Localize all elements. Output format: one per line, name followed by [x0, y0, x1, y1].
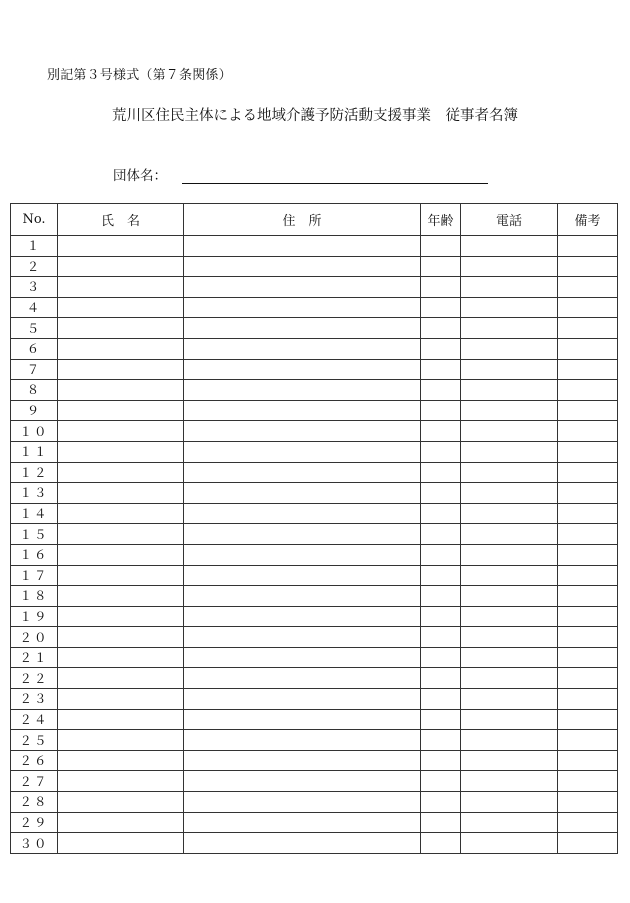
name-cell[interactable]	[58, 318, 184, 339]
remarks-cell[interactable]	[558, 544, 618, 565]
remarks-cell[interactable]	[558, 750, 618, 771]
column-header-age: 年齢	[421, 204, 461, 236]
address-cell[interactable]	[184, 338, 421, 359]
organization-name-label: 団体名：	[113, 168, 167, 184]
row-number-cell: １４	[11, 503, 58, 524]
name-cell[interactable]	[58, 750, 184, 771]
age-cell[interactable]	[421, 565, 461, 586]
address-cell[interactable]	[184, 400, 421, 421]
remarks-cell[interactable]	[558, 359, 618, 380]
phone-cell[interactable]	[461, 565, 558, 586]
age-cell[interactable]	[421, 606, 461, 627]
address-cell[interactable]	[184, 750, 421, 771]
row-number-cell: ３０	[11, 833, 58, 854]
phone-cell[interactable]	[461, 833, 558, 854]
table-row	[11, 647, 618, 668]
address-cell[interactable]	[184, 668, 421, 689]
name-cell[interactable]	[58, 503, 184, 524]
age-cell[interactable]	[421, 256, 461, 277]
address-cell[interactable]	[184, 359, 421, 380]
phone-cell[interactable]	[461, 606, 558, 627]
remarks-cell[interactable]	[558, 833, 618, 854]
name-cell[interactable]	[58, 380, 184, 401]
age-cell[interactable]	[421, 483, 461, 504]
phone-cell[interactable]	[461, 544, 558, 565]
remarks-cell[interactable]	[558, 771, 618, 792]
row-number-cell: ２１	[11, 647, 58, 668]
age-cell[interactable]	[421, 503, 461, 524]
organization-name-field[interactable]	[182, 169, 488, 184]
address-cell[interactable]	[184, 462, 421, 483]
address-cell[interactable]	[184, 297, 421, 318]
age-cell[interactable]	[421, 586, 461, 607]
name-cell[interactable]	[58, 627, 184, 648]
age-cell[interactable]	[421, 421, 461, 442]
table-row	[11, 565, 618, 586]
remarks-cell[interactable]	[558, 792, 618, 813]
name-cell[interactable]	[58, 730, 184, 751]
row-number-cell: ２６	[11, 750, 58, 771]
phone-cell[interactable]	[461, 524, 558, 545]
age-cell[interactable]	[421, 318, 461, 339]
row-number-cell: ２８	[11, 792, 58, 813]
table-row	[11, 812, 618, 833]
table-row	[11, 606, 618, 627]
table-row	[11, 236, 618, 257]
phone-cell[interactable]	[461, 236, 558, 257]
name-cell[interactable]	[58, 400, 184, 421]
row-number-cell: ３	[11, 277, 58, 298]
address-cell[interactable]	[184, 689, 421, 710]
table-row	[11, 483, 618, 504]
age-cell[interactable]	[421, 297, 461, 318]
name-cell[interactable]	[58, 297, 184, 318]
phone-cell[interactable]	[461, 338, 558, 359]
row-number-cell: １６	[11, 544, 58, 565]
age-cell[interactable]	[421, 338, 461, 359]
address-cell[interactable]	[184, 730, 421, 751]
phone-cell[interactable]	[461, 503, 558, 524]
remarks-cell[interactable]	[558, 256, 618, 277]
phone-cell[interactable]	[461, 586, 558, 607]
row-number-cell: ４	[11, 297, 58, 318]
name-cell[interactable]	[58, 359, 184, 380]
address-cell[interactable]	[184, 483, 421, 504]
staff-roster-table	[10, 203, 618, 854]
phone-cell[interactable]	[461, 462, 558, 483]
age-cell[interactable]	[421, 359, 461, 380]
column-header-address: 住 所	[184, 204, 421, 236]
age-cell[interactable]	[421, 689, 461, 710]
age-cell[interactable]	[421, 730, 461, 751]
column-header-remarks: 備考	[558, 204, 618, 236]
row-number-cell: ２５	[11, 730, 58, 751]
age-cell[interactable]	[421, 441, 461, 462]
table-row	[11, 730, 618, 751]
row-number-cell: ８	[11, 380, 58, 401]
name-cell[interactable]	[58, 668, 184, 689]
form-number: 別記第３号様式（第７条関係）	[47, 68, 232, 83]
remarks-cell[interactable]	[558, 647, 618, 668]
phone-cell[interactable]	[461, 441, 558, 462]
row-number-cell: １９	[11, 606, 58, 627]
table-row	[11, 359, 618, 380]
phone-cell[interactable]	[461, 400, 558, 421]
address-cell[interactable]	[184, 771, 421, 792]
age-cell[interactable]	[421, 771, 461, 792]
age-cell[interactable]	[421, 833, 461, 854]
phone-cell[interactable]	[461, 483, 558, 504]
address-cell[interactable]	[184, 236, 421, 257]
row-number-cell: １５	[11, 524, 58, 545]
row-number-cell: ２９	[11, 812, 58, 833]
table-row	[11, 544, 618, 565]
phone-cell[interactable]	[461, 297, 558, 318]
remarks-cell[interactable]	[558, 812, 618, 833]
address-cell[interactable]	[184, 792, 421, 813]
remarks-cell[interactable]	[558, 524, 618, 545]
remarks-cell[interactable]	[558, 338, 618, 359]
name-cell[interactable]	[58, 338, 184, 359]
address-cell[interactable]	[184, 544, 421, 565]
name-cell[interactable]	[58, 277, 184, 298]
phone-cell[interactable]	[461, 380, 558, 401]
row-number-cell: １３	[11, 483, 58, 504]
table-row	[11, 709, 618, 730]
row-number-cell: ５	[11, 318, 58, 339]
remarks-cell[interactable]	[558, 462, 618, 483]
address-cell[interactable]	[184, 833, 421, 854]
table-row	[11, 338, 618, 359]
table-row	[11, 441, 618, 462]
table-row	[11, 524, 618, 545]
age-cell[interactable]	[421, 627, 461, 648]
table-row	[11, 668, 618, 689]
address-cell[interactable]	[184, 503, 421, 524]
age-cell[interactable]	[421, 647, 461, 668]
age-cell[interactable]	[421, 462, 461, 483]
row-number-cell: ２０	[11, 627, 58, 648]
name-cell[interactable]	[58, 441, 184, 462]
name-cell[interactable]	[58, 462, 184, 483]
remarks-cell[interactable]	[558, 318, 618, 339]
name-cell[interactable]	[58, 647, 184, 668]
table-row	[11, 462, 618, 483]
address-cell[interactable]	[184, 256, 421, 277]
remarks-cell[interactable]	[558, 297, 618, 318]
age-cell[interactable]	[421, 812, 461, 833]
phone-cell[interactable]	[461, 709, 558, 730]
address-cell[interactable]	[184, 627, 421, 648]
age-cell[interactable]	[421, 400, 461, 421]
table-row	[11, 380, 618, 401]
address-cell[interactable]	[184, 812, 421, 833]
address-cell[interactable]	[184, 647, 421, 668]
column-header-no: No.	[11, 204, 58, 236]
remarks-cell[interactable]	[558, 565, 618, 586]
remarks-cell[interactable]	[558, 503, 618, 524]
phone-cell[interactable]	[461, 421, 558, 442]
name-cell[interactable]	[58, 833, 184, 854]
remarks-cell[interactable]	[558, 236, 618, 257]
phone-cell[interactable]	[461, 668, 558, 689]
name-cell[interactable]	[58, 792, 184, 813]
remarks-cell[interactable]	[558, 606, 618, 627]
row-number-cell: １	[11, 236, 58, 257]
row-number-cell: １７	[11, 565, 58, 586]
name-cell[interactable]	[58, 421, 184, 442]
remarks-cell[interactable]	[558, 380, 618, 401]
row-number-cell: １８	[11, 586, 58, 607]
table-row	[11, 792, 618, 813]
name-cell[interactable]	[58, 771, 184, 792]
remarks-cell[interactable]	[558, 400, 618, 421]
name-cell[interactable]	[58, 606, 184, 627]
address-cell[interactable]	[184, 318, 421, 339]
row-number-cell: １１	[11, 441, 58, 462]
row-number-cell: ２	[11, 256, 58, 277]
row-number-cell: １２	[11, 462, 58, 483]
table-row	[11, 627, 618, 648]
phone-cell[interactable]	[461, 689, 558, 710]
table-row	[11, 277, 618, 298]
remarks-cell[interactable]	[558, 586, 618, 607]
phone-cell[interactable]	[461, 318, 558, 339]
table-row	[11, 297, 618, 318]
address-cell[interactable]	[184, 606, 421, 627]
row-number-cell: ６	[11, 338, 58, 359]
row-number-cell: ９	[11, 400, 58, 421]
table-row	[11, 256, 618, 277]
age-cell[interactable]	[421, 380, 461, 401]
address-cell[interactable]	[184, 524, 421, 545]
name-cell[interactable]	[58, 709, 184, 730]
phone-cell[interactable]	[461, 812, 558, 833]
phone-cell[interactable]	[461, 792, 558, 813]
remarks-cell[interactable]	[558, 277, 618, 298]
phone-cell[interactable]	[461, 359, 558, 380]
phone-cell[interactable]	[461, 771, 558, 792]
name-cell[interactable]	[58, 544, 184, 565]
name-cell[interactable]	[58, 236, 184, 257]
phone-cell[interactable]	[461, 750, 558, 771]
remarks-cell[interactable]	[558, 483, 618, 504]
address-cell[interactable]	[184, 380, 421, 401]
row-number-cell: ２７	[11, 771, 58, 792]
name-cell[interactable]	[58, 689, 184, 710]
name-cell[interactable]	[58, 586, 184, 607]
remarks-cell[interactable]	[558, 441, 618, 462]
phone-cell[interactable]	[461, 277, 558, 298]
page-title: 荒川区住民主体による地域介護予防活動支援事業 従事者名簿	[112, 108, 518, 124]
table-row	[11, 689, 618, 710]
age-cell[interactable]	[421, 236, 461, 257]
address-cell[interactable]	[184, 421, 421, 442]
remarks-cell[interactable]	[558, 689, 618, 710]
name-cell[interactable]	[58, 483, 184, 504]
age-cell[interactable]	[421, 792, 461, 813]
table-row	[11, 586, 618, 607]
age-cell[interactable]	[421, 544, 461, 565]
age-cell[interactable]	[421, 277, 461, 298]
table-row	[11, 771, 618, 792]
row-number-cell: ２３	[11, 689, 58, 710]
age-cell[interactable]	[421, 524, 461, 545]
remarks-cell[interactable]	[558, 709, 618, 730]
address-cell[interactable]	[184, 565, 421, 586]
row-number-cell: ７	[11, 359, 58, 380]
row-number-cell: １０	[11, 421, 58, 442]
table-row	[11, 503, 618, 524]
phone-cell[interactable]	[461, 256, 558, 277]
age-cell[interactable]	[421, 668, 461, 689]
phone-cell[interactable]	[461, 730, 558, 751]
name-cell[interactable]	[58, 524, 184, 545]
table-row	[11, 318, 618, 339]
address-cell[interactable]	[184, 586, 421, 607]
age-cell[interactable]	[421, 709, 461, 730]
address-cell[interactable]	[184, 441, 421, 462]
address-cell[interactable]	[184, 709, 421, 730]
column-header-name: 氏 名	[58, 204, 184, 236]
address-cell[interactable]	[184, 277, 421, 298]
row-number-cell: ２２	[11, 668, 58, 689]
age-cell[interactable]	[421, 750, 461, 771]
table-row	[11, 750, 618, 771]
phone-cell[interactable]	[461, 647, 558, 668]
name-cell[interactable]	[58, 256, 184, 277]
organization-name-row	[113, 164, 488, 184]
phone-cell[interactable]	[461, 627, 558, 648]
remarks-cell[interactable]	[558, 627, 618, 648]
row-number-cell: ２４	[11, 709, 58, 730]
table-row	[11, 400, 618, 421]
name-cell[interactable]	[58, 812, 184, 833]
remarks-cell[interactable]	[558, 421, 618, 442]
table-row	[11, 421, 618, 442]
remarks-cell[interactable]	[558, 730, 618, 751]
name-cell[interactable]	[58, 565, 184, 586]
remarks-cell[interactable]	[558, 668, 618, 689]
table-row	[11, 833, 618, 854]
column-header-phone: 電話	[461, 204, 558, 236]
table-header-row	[11, 204, 618, 236]
